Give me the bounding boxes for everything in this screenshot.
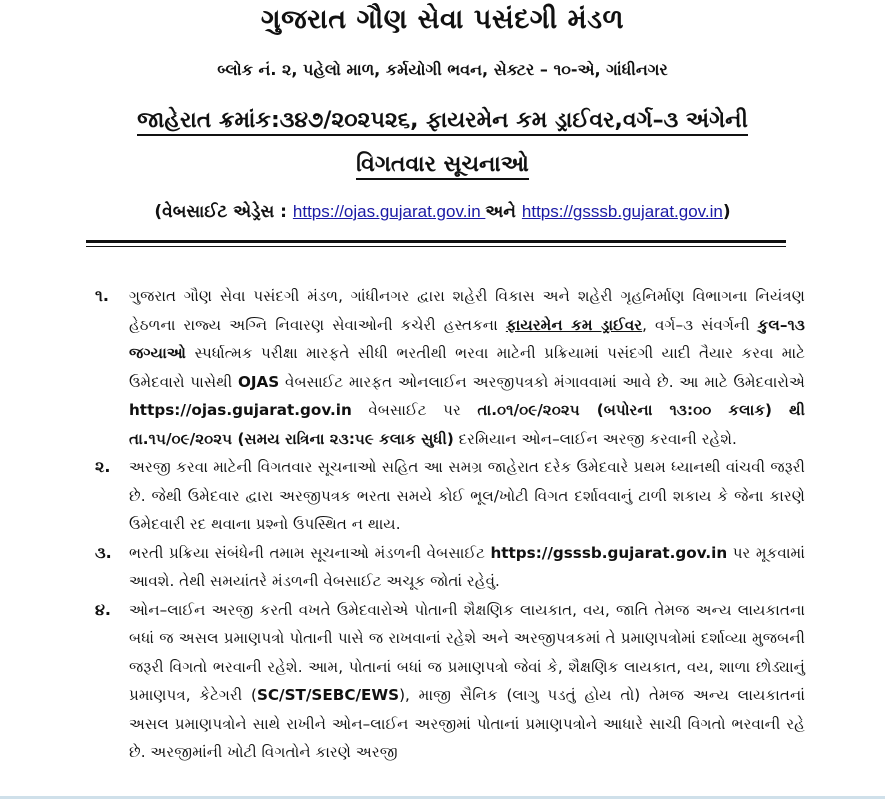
list-item	[95, 596, 805, 767]
item-number: ૧.	[95, 286, 109, 305]
instruction-list	[95, 282, 805, 767]
item-text: ઓન–લાઈન અરજી કરતી વખતે ઉમેદવારોએ પોતાની શૈક્ષણિક લાયકાત, વય, જાતિ તેમજ અન્ય લાયકાતના બધાં જ અસલ પ્રમાણપત્રો પોતાની પાસે જ રાખવાનાં રહેશે અને અરજીપત્રકમાં તે પ્રમાણપત્રોમાં દર્શાવ્યા મુજબની જરૂરી વિગતો ભરવાની રહેશે. આમ, પોતાનાં બધાં જ પ્રમાણપત્રો જેવાં કે, શૈક્ષણિક લાયકાત, વય, શાળા છોડ્યાનું પ્રમાણપત્ર, કેટેગરી (SC/ST/SEBC/EWS), માજી સૈનિક (લાગુ પડતું હોય તો) તેમજ અન્ય લાયકાતનાં અસલ પ્રમાણપત્રોને સાથે રાખીને ઓન–લાઈન અરજીમાં પોતાનાં પ્રમાણપત્રોને આધારે સાચી વિગતો ભરવાની રહે છે. અરજીમાંની ખોટી વિગતોને કારણે અરજી	[129, 600, 805, 761]
advertisement-heading-text: જાહેરાત ક્રમાંક:૩૪૭/૨૦૨૫૨૬, ફાયરમેન કમ ડ્રાઈવર,વર્ગ–૩ અંગેની	[137, 108, 748, 136]
item-number: ૪.	[95, 599, 111, 619]
website-address-line	[0, 202, 885, 222]
advertisement-heading	[0, 108, 885, 133]
website-suffix: )	[722, 202, 731, 222]
application-dates: તા.૦૧/૦૯/૨૦૨૫ (બપોરના ૧૩:૦૦ કલાક) થી તા.૧૫/૦૯/૨૦૨૫ (સમય રાત્રિના ૨૩:૫૯ કલાક સુધી)	[129, 401, 805, 448]
divider-thin	[86, 246, 786, 247]
ojas-link[interactable]: https://ojas.gujarat.gov.in	[292, 202, 486, 221]
post-name: ફાયરમેન કમ ડ્રાઈવર	[505, 315, 643, 334]
item-text: અરજી કરવા માટેની વિગતવાર સૂચનાઓ સહિત આ સમગ્ર જાહેરાત દરેક ઉમેદવારે પ્રથમ ધ્યાનથી વાંચવી જરૂરી છે. જેથી ઉમેદવાર દ્વારા અરજીપત્રક ભરતા સમયે કોઈ ભૂલ/ખોટી વિગત દર્શાવવાનું ટાળી શકાય કે જેના કારણે ઉમેદવારી રદ થવાના પ્રશ્નો ઉપસ્થિત ન થાય.	[129, 458, 805, 533]
ojas-text: OJAS	[237, 372, 280, 391]
instructions-heading-text: વિગતવાર સૂચનાઓ	[356, 152, 529, 180]
list-item	[95, 282, 805, 453]
list-item	[95, 453, 805, 539]
item-text: ભરતી પ્રક્રિયા સંબંધેની તમામ સૂચનાઓ મંડળની વેબસાઈટ https://gsssb.gujarat.gov.in પર મૂકવામાં આવશે. તેથી સમયાંતરે મંડળની વેબસાઈટ અચૂક જોતાં રહેવું.	[129, 543, 806, 590]
website-prefix: (વેબસાઈટ એડ્રેસ :	[154, 202, 293, 222]
page-title: ગુજરાત ગૌણ સેવા પસંદગી મંડળ	[260, 4, 625, 35]
category-list: SC/ST/SEBC/EWS	[256, 686, 400, 704]
website-and: અને	[485, 202, 522, 222]
list-item	[95, 539, 805, 596]
item-text: ગુજરાત ગૌણ સેવા પસંદગી મંડળ, ગાંધીનગર દ્વારા શહેરી વિકાસ અને શહેરી ગૃહનિર્માણ વિભાગના નિયંત્રણ હેઠળના રાજ્ય અગ્નિ નિવારણ સેવાઓની કચેરી હસ્તકના ફાયરમેન કમ ડ્રાઈવર, વર્ગ–૩ સંવર્ગની કુલ–૧૩ જગ્યાઓ સ્પર્ધાત્મક પરીક્ષા મારફતે સીધી ભરતીથી ભરવા માટેની પ્રક્રિયામાં પસંદગી યાદી તૈયાર કરવા માટે ઉમેદવારો પાસેથી OJAS વેબસાઈટ મારફત ઓનલાઈન અરજીપત્રકો મંગાવવામાં આવે છે. આ માટે ઉમેદવારોએ https://ojas.gujarat.gov.in વેબસાઈટ પર તા.૦૧/૦૯/૨૦૨૫ (બપોરના ૧૩:૦૦ કલાક) થી તા.૧૫/૦૯/૨૦૨૫ (સમય રાત્રિના ૨૩:૫૯ કલાક સુધી) દરમિયાન ઓન–લાઈન અરજી કરવાની રહેશે.	[129, 287, 806, 448]
gsssb-link[interactable]: https://gsssb.gujarat.gov.in	[521, 202, 723, 221]
item-number: ૩.	[95, 542, 112, 562]
item-number: ૨.	[95, 457, 111, 476]
divider-thick	[86, 240, 786, 243]
office-address: બ્લોક નં. ૨, પહેલો માળ, કર્મયોગી ભવન, સેક્ટર – ૧૦-એ, ગાંધીનગર	[217, 60, 668, 79]
ojas-url: https://ojas.gujarat.gov.in	[129, 401, 352, 419]
gsssb-url: https://gsssb.gujarat.gov.in	[490, 543, 728, 562]
total-posts: કુલ–૧૩ જગ્યાઓ	[129, 315, 806, 362]
instructions-heading	[0, 152, 885, 177]
